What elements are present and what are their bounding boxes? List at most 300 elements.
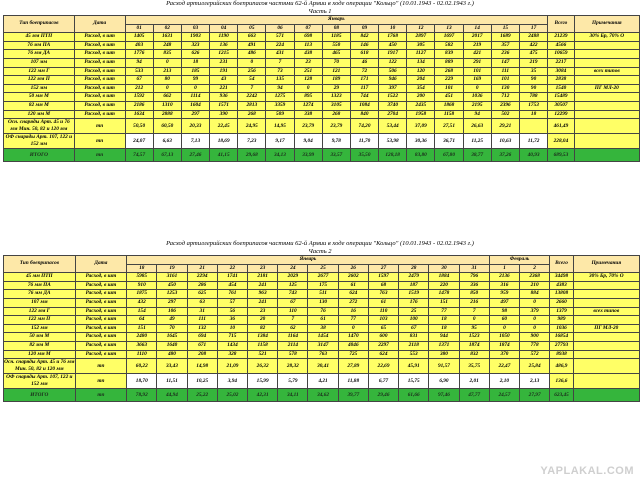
value-cell: 26,63 (463, 119, 491, 134)
value-cell: 2897 (407, 33, 435, 42)
table-row (4, 58, 640, 67)
value-cell: 698 (294, 33, 322, 42)
value-cell: 77 (338, 316, 368, 325)
value-cell: 97,46 (429, 389, 459, 402)
note-cell (573, 281, 639, 290)
value-cell: 61 (338, 281, 368, 290)
value-cell: 521 (248, 350, 278, 359)
value-cell: 60 (489, 316, 519, 325)
value-cell: 624 (338, 290, 368, 299)
value-cell: 204 (407, 76, 435, 85)
value-cell: 1631 (153, 33, 181, 42)
part2-header-day: 30 (429, 264, 459, 273)
part1-header-day: 02 (153, 24, 181, 33)
value-cell: 0 (294, 84, 322, 93)
unit-cell: Расход, в шт (75, 298, 127, 307)
unit-cell: тп (74, 119, 125, 134)
value-cell: 14,95 (266, 119, 294, 134)
value-cell: 44,94 (157, 389, 187, 402)
note-cell (573, 316, 639, 325)
value-cell: 2136 (489, 273, 519, 282)
value-cell: 9,17 (266, 134, 294, 149)
value-cell: 3147 (308, 341, 338, 350)
unit-cell: Расход, в шт (75, 307, 127, 316)
value-cell: 2242 (238, 93, 266, 102)
ammo-type-cell: 120 мм М (4, 350, 76, 359)
value-cell: 50,50 (125, 119, 153, 134)
unit-cell: Расход, в шт (75, 281, 127, 290)
value-cell: 25,02 (217, 389, 247, 402)
value-cell: 175 (308, 281, 338, 290)
value-cell: 60,50 (153, 119, 181, 134)
value-cell: 1634 (125, 110, 153, 119)
value-cell: 169 (463, 76, 491, 85)
value-cell: 62 (278, 324, 308, 333)
note-cell (573, 389, 639, 402)
value-cell: 475 (519, 50, 547, 59)
value-cell: 0 (153, 84, 181, 93)
value-cell: 1597 (368, 273, 398, 282)
value-cell: 6,63 (153, 134, 181, 149)
ammo-type-cell: 76 мм ДА (4, 50, 75, 59)
value-cell: 421 (463, 50, 491, 59)
value-cell: 35,75 (459, 359, 489, 374)
value-cell: 2368 (520, 273, 550, 282)
value-cell: 582 (435, 41, 463, 50)
value-cell: 113 (294, 41, 322, 50)
total-label-cell: ИТОГО (4, 149, 75, 162)
value-cell: 4046 (338, 341, 368, 350)
value-cell: 136 (210, 41, 238, 50)
value-cell: 2294 (187, 273, 217, 282)
value-cell: 4,21 (308, 374, 338, 389)
value-cell: 151 (429, 298, 459, 307)
value-cell: 832 (459, 350, 489, 359)
value-cell: 20,33 (181, 119, 209, 134)
value-cell: 1523 (459, 333, 489, 342)
part2-header-day: 27 (368, 264, 398, 273)
value-cell: 42,31 (248, 389, 278, 402)
total-cell: 461,49 (548, 119, 575, 134)
value-cell: 72 (350, 67, 378, 76)
note-cell: ПГ МЛ-20 (574, 84, 639, 93)
value-cell: 1158 (435, 110, 463, 119)
value-cell: 122 (379, 58, 407, 67)
table-row (4, 76, 640, 85)
value-cell: 18 (429, 324, 459, 333)
unit-cell: Расход, в шт (75, 316, 127, 325)
part2-header-day: 25 (308, 264, 338, 273)
value-cell: 840 (350, 110, 378, 119)
value-cell: 18 (429, 316, 459, 325)
value-cell: 251 (294, 67, 322, 76)
value-cell: 36 (217, 316, 247, 325)
value-cell: 54 (238, 76, 266, 85)
value-cell: 712 (491, 93, 519, 102)
value-cell: 27,51 (435, 119, 463, 134)
value-cell: 24,07 (125, 134, 153, 149)
part1-header-day: 05 (238, 24, 266, 33)
note-cell (574, 101, 639, 110)
value-cell: 134 (407, 58, 435, 67)
value-cell: 30,41 (308, 359, 338, 374)
value-cell: 379 (520, 307, 550, 316)
value-cell: 2114 (278, 341, 308, 350)
unit-cell: Расход, в шт (75, 350, 127, 359)
value-cell: 256 (238, 67, 266, 76)
value-cell: 29 (322, 84, 350, 93)
value-cell: 502 (491, 110, 519, 119)
value-cell: 268 (435, 67, 463, 76)
value-cell: 380 (429, 350, 459, 359)
value-cell: 23 (294, 58, 322, 67)
value-cell: 1884 (429, 273, 459, 282)
value-cell: 1640 (157, 341, 187, 350)
part1-header-day: 01 (125, 24, 153, 33)
value-cell: 1405 (125, 33, 153, 42)
value-cell: 1874 (489, 341, 519, 350)
total-row (4, 389, 640, 402)
value-cell: 450 (379, 41, 407, 50)
value-cell: 111 (491, 67, 519, 76)
value-cell: 34,62 (308, 389, 338, 402)
value-cell: 1158 (248, 341, 278, 350)
value-cell: 100 (399, 316, 429, 325)
value-cell: 37,26 (491, 149, 519, 162)
table-row (4, 50, 640, 59)
value-cell: 34,11 (278, 389, 308, 402)
unit-cell: Расход, в шт (74, 58, 125, 67)
value-cell: 910 (127, 281, 157, 290)
value-cell: 3359 (266, 101, 294, 110)
value-cell: 497 (489, 298, 519, 307)
value-cell: 128,18 (379, 149, 407, 162)
unit-cell: тп (74, 149, 125, 162)
value-cell: 509 (266, 110, 294, 119)
value-cell: 241 (248, 281, 278, 290)
value-cell: 6,90 (429, 374, 459, 389)
value-cell: 5,79 (278, 374, 308, 389)
value-cell: 189 (322, 76, 350, 85)
value-cell: 422 (519, 41, 547, 50)
ammo-type-cell: 45 мм ПТП (4, 33, 75, 42)
value-cell: 61 (308, 316, 338, 325)
value-cell: 1776 (125, 50, 153, 59)
unit-cell: Расход, в шт (74, 41, 125, 50)
value-cell: 36,71 (435, 134, 463, 149)
note-cell: всех типов (574, 67, 639, 76)
note-cell (573, 333, 639, 342)
value-cell: 35,50 (350, 149, 378, 162)
value-cell: 600 (368, 333, 398, 342)
unit-cell: тп (75, 389, 127, 402)
value-cell: 147 (491, 58, 519, 67)
value-cell: 2029 (278, 273, 308, 282)
watermark: YAPLAKAL.COM (540, 465, 634, 477)
unit-cell: тп (75, 359, 127, 374)
value-cell: 2435 (407, 101, 435, 110)
total-row (4, 149, 640, 162)
aggregate-row (4, 134, 640, 149)
value-cell: 0 (459, 316, 489, 325)
value-cell: 2195 (463, 101, 491, 110)
value-cell: 3663 (127, 341, 157, 350)
part2-header-notes: Примечания (573, 256, 639, 273)
unit-cell: Расход, в шт (75, 324, 127, 333)
value-cell: 111 (187, 316, 217, 325)
note-cell (573, 341, 639, 350)
value-cell: 3740 (379, 101, 407, 110)
value-cell: 2118 (399, 341, 429, 350)
value-cell: 1371 (429, 341, 459, 350)
value-cell: 27,97 (520, 389, 550, 402)
part2-header-day: 2 (520, 264, 550, 273)
value-cell: 101 (491, 76, 519, 85)
value-cell: 11,51 (157, 374, 187, 389)
value-cell: 0 (338, 324, 368, 333)
value-cell: 64 (127, 316, 157, 325)
value-cell: 1084 (350, 101, 378, 110)
value-cell: 328 (217, 350, 247, 359)
value-cell: 154 (127, 307, 157, 316)
part1-title: Расход артиллерийских боеприпасов частями 62-й Армии в ходе операции "Кольцо" (10.01.1943 - 02.02.1943 г.) (166, 0, 474, 7)
note-cell (573, 290, 639, 299)
value-cell: 39,77 (338, 389, 368, 402)
value-cell: 7,13 (181, 134, 209, 149)
value-cell: 1874 (459, 341, 489, 350)
value-cell: 22,47 (489, 359, 519, 374)
value-cell: 936 (210, 93, 238, 102)
value-cell: 297 (157, 298, 187, 307)
value-cell: 20 (248, 316, 278, 325)
total-cell: 486,9 (550, 359, 574, 374)
ammo-type-cell: 76 мм ДА (4, 290, 76, 299)
table-row (4, 67, 640, 76)
value-cell: 1645 (157, 333, 187, 342)
part1-header-day: 07 (294, 24, 322, 33)
value-cell: 1110 (127, 350, 157, 359)
value-cell: 338 (294, 110, 322, 119)
total-cell: 2660 (550, 298, 574, 307)
ammo-type-cell: 107 мм (4, 58, 75, 67)
value-cell: 95 (459, 324, 489, 333)
value-cell: 23,79 (294, 119, 322, 134)
ammo-type-cell: 122 мм П (4, 76, 75, 85)
unit-cell: Расход, в шт (74, 76, 125, 85)
value-cell: 1434 (217, 341, 247, 350)
total-cell: 689,53 (548, 149, 575, 162)
note-cell (574, 41, 639, 50)
value-cell: 796 (459, 273, 489, 282)
value-cell: 431 (266, 50, 294, 59)
value-cell: 41,15 (210, 149, 238, 162)
table-row (4, 341, 640, 350)
table-row (4, 298, 640, 307)
part2-header-day: 21 (187, 264, 217, 273)
part1-table (3, 15, 640, 162)
note-cell (574, 58, 639, 67)
part1-header-month: Январь (125, 16, 548, 25)
value-cell: 2813 (238, 101, 266, 110)
part1-header-day: 03 (181, 24, 209, 33)
value-cell: 117 (350, 84, 378, 93)
value-cell: 0 (520, 316, 550, 325)
part1-header-day: 14 (463, 24, 491, 33)
value-cell: 219 (519, 58, 547, 67)
value-cell: 1478 (429, 290, 459, 299)
value-cell: 571 (266, 33, 294, 42)
value-cell: 101 (435, 84, 463, 93)
table-row (4, 33, 640, 42)
value-cell: 839 (435, 50, 463, 59)
value-cell: 121 (322, 67, 350, 76)
value-cell: 22,45 (210, 119, 238, 134)
value-cell: 61,66 (399, 389, 429, 402)
value-cell: 0 (489, 324, 519, 333)
value-cell: 323 (181, 41, 209, 50)
part2-subtitle: Часть 2 (308, 248, 332, 255)
total-cell: 4566 (548, 41, 575, 50)
unit-cell: Расход, в шт (74, 33, 125, 42)
value-cell: 763 (308, 350, 338, 359)
value-cell: 268 (322, 110, 350, 119)
value-cell: 213 (153, 67, 181, 76)
part1-header-day: 04 (210, 24, 238, 33)
value-cell: 23 (248, 307, 278, 316)
part2-header-day: 19 (157, 264, 187, 273)
total-cell: 136,6 (550, 374, 574, 389)
value-cell: 438 (294, 50, 322, 59)
value-cell: 618 (350, 50, 378, 59)
value-cell: 73 (266, 67, 294, 76)
value-cell: 1274 (294, 101, 322, 110)
note-cell: 30% Бр, 70% О (573, 273, 639, 282)
part2-title: Расход артиллерийских боеприпасов частями 62-й Армии в ходе операции "Кольцо" (10.01.1943 - 02.02.1943 г.) (166, 240, 474, 247)
part1-sheet (0, 0, 640, 162)
value-cell: 1454 (308, 333, 338, 342)
unit-cell: Расход, в шт (74, 110, 125, 119)
unit-cell: Расход, в шт (74, 67, 125, 76)
value-cell: 208 (187, 350, 217, 359)
value-cell: 187 (399, 281, 429, 290)
value-cell: 533 (125, 67, 153, 76)
part1-header-date: Дата (74, 16, 125, 33)
table-row (4, 307, 640, 316)
value-cell: 56 (217, 307, 247, 316)
unit-cell: Расход, в шт (74, 84, 125, 93)
part2-header-type: Тип боеприпасов (4, 256, 76, 273)
value-cell: 200 (407, 93, 435, 102)
value-cell: 49 (157, 316, 187, 325)
value-cell: 35 (519, 67, 547, 76)
value-cell: 146 (350, 41, 378, 50)
total-cell: 34498 (550, 273, 574, 282)
value-cell: 743 (278, 290, 308, 299)
value-cell: 451 (435, 93, 463, 102)
value-cell: 34,13 (266, 149, 294, 162)
value-cell: 216 (459, 298, 489, 307)
value-cell: 788 (519, 93, 547, 102)
value-cell: 403 (125, 41, 153, 50)
value-cell: 103 (368, 316, 398, 325)
value-cell: 67,13 (153, 149, 181, 162)
value-cell: 18,69 (210, 134, 238, 149)
part2-header-day: 1 (489, 264, 519, 273)
note-cell: всех типов (573, 307, 639, 316)
value-cell: 38,77 (463, 149, 491, 162)
value-cell: 2297 (368, 341, 398, 350)
value-cell: 2677 (308, 273, 338, 282)
value-cell: 432 (127, 298, 157, 307)
value-cell: 626 (181, 50, 209, 59)
value-cell: 70 (322, 58, 350, 67)
value-cell: 959 (489, 290, 519, 299)
unit-cell: Расход, в шт (75, 290, 127, 299)
value-cell (519, 119, 547, 134)
value-cell: 231 (210, 58, 238, 67)
value-cell: 1215 (210, 50, 238, 59)
value-cell: 132 (187, 324, 217, 333)
table-row (4, 350, 640, 359)
unit-cell: Расход, в шт (75, 333, 127, 342)
value-cell: 572 (520, 350, 550, 359)
value-cell: 26,32 (248, 359, 278, 374)
value-cell: 10,25 (187, 374, 217, 389)
value-cell: 65 (368, 324, 398, 333)
value-cell: 491 (238, 41, 266, 50)
value-cell: 7 (238, 84, 266, 93)
unit-cell: тп (75, 374, 127, 389)
table-row (4, 110, 640, 119)
value-cell: 2,01 (459, 374, 489, 389)
value-cell: 6,77 (368, 374, 398, 389)
value-cell: 0 (520, 298, 550, 307)
total-cell: 8938 (550, 350, 574, 359)
table-row (4, 41, 640, 50)
value-cell: 2479 (399, 273, 429, 282)
value-cell: 30,36 (407, 134, 435, 149)
value-cell: 7 (278, 316, 308, 325)
value-cell: 212 (125, 84, 153, 93)
aggregate-row (4, 374, 640, 389)
value-cell: 80 (153, 76, 181, 85)
value-cell: 130 (491, 84, 519, 93)
ammo-type-cell: 82 мм М (4, 101, 75, 110)
value-cell: 67 (278, 298, 308, 307)
value-cell: 3105 (322, 101, 350, 110)
value-cell: 7 (459, 307, 489, 316)
ammo-type-cell: 152 мм (4, 324, 76, 333)
ammo-type-cell: 50 мм М (4, 333, 76, 342)
value-cell: 2181 (248, 273, 278, 282)
value-cell: 241 (248, 298, 278, 307)
value-cell: 1592 (125, 93, 153, 102)
value-cell: 297 (181, 110, 209, 119)
note-cell: ПГ МЛ-20 (573, 324, 639, 333)
total-cell: 15489 (548, 93, 575, 102)
table-row (4, 101, 640, 110)
value-cell: 14,98 (187, 359, 217, 374)
part1-header-day: 08 (322, 24, 350, 33)
value-cell: 2,10 (489, 374, 519, 389)
value-cell: 1741 (217, 273, 247, 282)
value-cell: 29,68 (238, 149, 266, 162)
table-row (4, 273, 640, 282)
value-cell: 2480 (127, 333, 157, 342)
value-cell: 850 (459, 290, 489, 299)
note-cell (573, 359, 639, 374)
value-cell: 90 (519, 76, 547, 85)
